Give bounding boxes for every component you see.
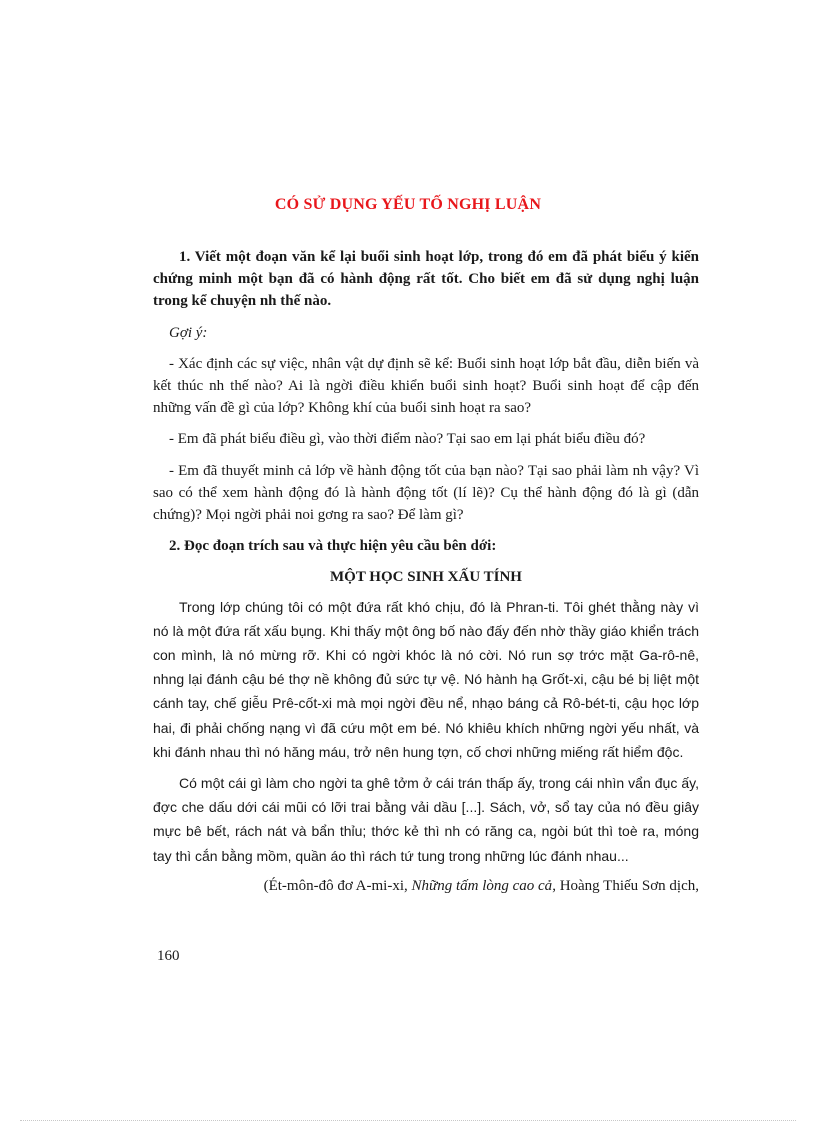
excerpt-paragraph-2: Có một cái gì làm cho ngời ta ghê tởm ở cái trán thấp ấy, trong cái nhìn vẩn đục ấy, đợc che dấu dới cái mũi có lỡi trai bằng vải dầu [...]. Sách, vở, sổ tay của nó đều giây mực bê bết, rách nát và bẩn thỉu; thớc kẻ thì nh có răng ca, ngòi bút thì toè ra, móng tay thì cắn bằng mồm, quần áo thì rách tứ tung trong những lúc đánh nhau...	[153, 775, 699, 864]
hint-item-3: - Em đã thuyết minh cả lớp về hành động tốt của bạn nào? Tại sao phải làm nh vậy? Vì sao có thể xem hành động đó là hành động tốt (lí lẽ)? Cụ thể hành động đó là gì (dẫn chứng)? Mọi ngời phải noi gơng ra sao? Để làm gì?	[153, 462, 699, 524]
question-1: 1. Viết một đoạn văn kể lại buổi sinh hoạt lớp, trong đó em đã phát biểu ý kiến chứng minh một bạn đã có hành động rất tốt. Cho biết em đã sử dụng nghị luận trong kể chuyện nh thế nào.	[153, 249, 699, 310]
source-book-title: Những tấm lòng cao cả	[411, 877, 553, 894]
hint-item-1: - Xác định các sự việc, nhân vật dự định sẽ kể: Buổi sinh hoạt lớp bắt đầu, diễn biến và kết thúc nh thế nào? Ai là ngời điều khiển buổi sinh hoạt? Buổi sinh hoạt để cập đến những vấn đề gì của lớp? Không khí của buổi sinh hoạt ra sao?	[153, 355, 699, 417]
page-number: 160	[157, 948, 180, 964]
excerpt-paragraph-1: Trong lớp chúng tôi có một đứa rất khó chịu, đó là Phran-ti. Tôi ghét thằng này vì nó là một đứa rất xấu bụng. Khi thấy một ông bố nào đấy đến nhờ thầy giáo khiển trách con mình, là nó mừng rỡ. Khi có ngời khóc là nó cời. Nó run sợ trớc mặt Ga-rô-nê, nhng lại đánh cậu bé thợ nề không đủ sức tự vệ. Nó hành hạ Grốt-xi, cậu bé bị liệt một cánh tay, chế giễu Prê-cốt-xi mà mọi ngời đều nể, nhạo báng cả Rô-bét-ti, cậu học lớp hai, đi phải chống nạng vì đã cứu một em bé. Nó khiêu khích những ngời yếu nhất, và khi đánh nhau thì nó hăng máu, trở nên hung tợn, cố chơi những miếng rất hiểm độc.	[153, 598, 699, 760]
page-title: CÓ SỬ DỤNG YẾU TỐ NGHỊ LUẬN	[274, 196, 542, 213]
footer-divider	[20, 1120, 796, 1121]
hint-label: Gợi ý:	[169, 324, 208, 341]
excerpt-title: MỘT HỌC SINH XẤU TÍNH	[330, 569, 522, 586]
excerpt-source	[153, 875, 699, 897]
content-body	[153, 246, 699, 897]
question-2: 2. Đọc đoạn trích sau và thực hiện yêu cầu bên dới:	[169, 538, 497, 555]
source-suffix: , Hoàng Thiếu Sơn dịch,	[552, 877, 699, 894]
hint-item-2: - Em đã phát biểu điều gì, vào thời điểm nào? Tại sao em lại phát biểu điều đó?	[169, 431, 646, 448]
source-prefix: (Ét-môn-đô đơ A-mi-xi,	[263, 877, 412, 894]
